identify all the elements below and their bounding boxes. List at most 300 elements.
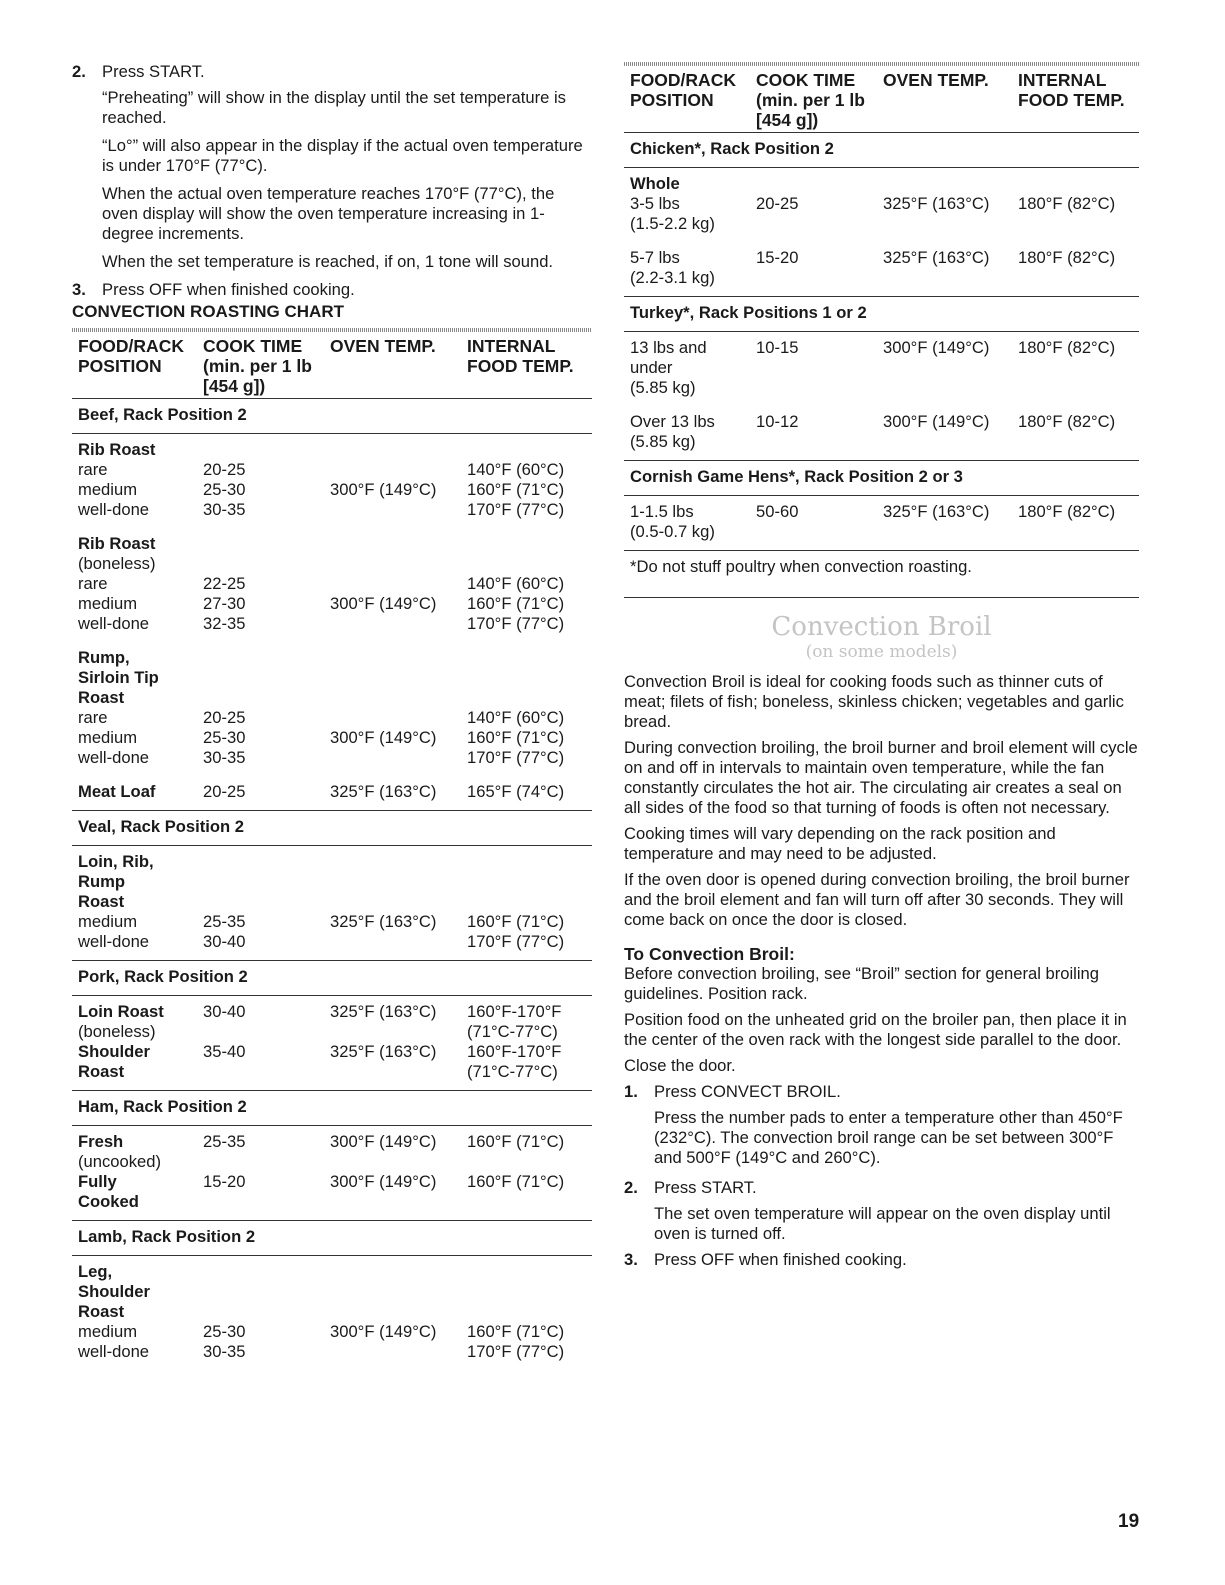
step-number: 3. [624, 1250, 638, 1269]
chart-row [78, 748, 592, 768]
step-2 [72, 62, 592, 82]
cook-time-cell: 25-30 [203, 728, 246, 747]
oven-temp-cell [330, 668, 467, 688]
step-detail: The set oven temperature will appear on the oven display until oven is turned off. [654, 1204, 1111, 1243]
food-cell: (boneless) [78, 554, 156, 573]
chart-row [78, 614, 592, 634]
chart-row [78, 1282, 592, 1302]
internal-temp-cell: 170°F (77°C) [467, 932, 565, 951]
cook-time-cell [203, 668, 330, 688]
food-cell: rare [78, 708, 108, 727]
oven-temp-cell: 325°F (163°C) [330, 1002, 437, 1021]
cook-time-cell: 20-25 [203, 708, 246, 727]
chart-row [78, 594, 592, 614]
chart-row [78, 872, 592, 892]
food-cell: (5.85 kg) [630, 432, 696, 451]
food-cell: under [630, 358, 673, 377]
cook-time-cell [203, 648, 330, 668]
food-cell: (1.5-2.2 kg) [630, 214, 715, 233]
cook-time-cell: 35-40 [203, 1042, 246, 1061]
chart-row [78, 892, 592, 912]
cook-time-cell [756, 214, 883, 234]
cook-time-cell [203, 892, 330, 912]
oven-temp-cell: 325°F (163°C) [330, 912, 437, 931]
food-cell: Roast [78, 892, 125, 911]
food-cell: (0.5-0.7 kg) [630, 522, 715, 541]
paragraph: Close the door. [624, 1056, 736, 1075]
chart-section-title: Turkey*, Rack Positions 1 or 2 [630, 303, 867, 322]
chart-row [630, 338, 1139, 358]
chart-row [630, 248, 1139, 268]
step-detail: “Lo°” will also appear in the display if the actual oven temperature is under 170°F (77°C). [102, 136, 583, 175]
step-detail: Press the number pads to enter a temperature other than 450°F (232°C). The convection broil range can be set between 300°F and 500°F (149°C and 260°C). [654, 1108, 1123, 1167]
internal-temp-cell: 160°F (71°C) [467, 728, 565, 747]
oven-temp-cell [883, 268, 1018, 288]
internal-temp-cell: 180°F (82°C) [1018, 248, 1116, 267]
chart-row [78, 1262, 592, 1282]
oven-temp-cell [330, 1282, 467, 1302]
cook-time-cell [756, 358, 883, 378]
oven-temp-cell: 300°F (149°C) [330, 594, 437, 613]
cook-time-cell: 15-20 [756, 248, 799, 267]
food-cell: well-done [78, 932, 150, 951]
internal-temp-cell [467, 1152, 587, 1172]
header-internal-temp: INTERNAL FOOD TEMP. [467, 336, 574, 376]
internal-temp-cell [1018, 522, 1138, 542]
internal-temp-cell: 180°F (82°C) [1018, 338, 1116, 357]
oven-temp-cell [330, 852, 467, 872]
footnote: *Do not stuff poultry when convection roasting. [630, 557, 972, 576]
roasting-chart-left [72, 398, 592, 1370]
oven-temp-cell: 300°F (149°C) [330, 480, 437, 499]
cook-time-cell: 30-40 [203, 932, 246, 951]
chart-row [78, 534, 592, 554]
cook-time-cell [203, 1262, 330, 1282]
paragraph: Cooking times will vary depending on the rack position and temperature and may need to be adjusted. [624, 824, 1056, 863]
chart-section-title: Chicken*, Rack Position 2 [630, 139, 834, 158]
chart-row [78, 782, 592, 802]
food-cell: Fresh [78, 1132, 124, 1151]
food-cell: (boneless) [78, 1022, 156, 1041]
paragraph: If the oven door is opened during convection broiling, the broil burner and the broil element and fan will turn off after 30 seconds. They will come back on once the door is closed. [624, 870, 1130, 929]
internal-temp-cell: 180°F (82°C) [1018, 502, 1116, 521]
cook-time-cell: 32-35 [203, 614, 246, 633]
internal-temp-cell [1018, 174, 1138, 194]
cook-time-cell: 20-25 [756, 194, 799, 213]
cook-time-cell: 30-40 [203, 1002, 246, 1021]
cook-time-cell: 27-30 [203, 594, 246, 613]
cook-time-cell [203, 872, 330, 892]
internal-temp-cell: 180°F (82°C) [1018, 194, 1116, 213]
oven-temp-cell [330, 1152, 467, 1172]
food-cell: (2.2-3.1 kg) [630, 268, 715, 287]
food-cell: Rib Roast [78, 534, 156, 553]
food-cell: Whole [630, 174, 680, 193]
food-cell: Loin Roast [78, 1002, 164, 1021]
cook-time-cell: 20-25 [203, 460, 246, 479]
chart-row [630, 502, 1139, 522]
oven-temp-cell [330, 1022, 467, 1042]
internal-temp-cell: 160°F-170°F [467, 1042, 562, 1061]
food-cell: medium [78, 728, 138, 747]
internal-temp-cell [467, 892, 587, 912]
oven-temp-cell: 300°F (149°C) [330, 728, 437, 747]
food-cell: Roast [78, 688, 125, 707]
oven-temp-cell [883, 358, 1018, 378]
internal-temp-cell: (71°C-77°C) [467, 1062, 558, 1081]
internal-temp-cell [467, 872, 587, 892]
food-cell: Shoulder [78, 1042, 150, 1061]
food-cell: Sirloin Tip [78, 668, 159, 687]
internal-temp-cell: 160°F (71°C) [467, 912, 565, 931]
internal-temp-cell: (71°C-77°C) [467, 1022, 558, 1041]
cook-time-cell: 20-25 [203, 782, 246, 801]
cook-time-cell [756, 522, 883, 542]
oven-temp-cell [330, 932, 467, 952]
food-cell: Meat Loaf [78, 782, 156, 801]
cook-time-cell: 10-15 [756, 338, 799, 357]
section-divider [624, 597, 1139, 598]
chart-group [624, 406, 1139, 460]
internal-temp-cell [467, 1302, 587, 1322]
header-food-rack: FOOD/RACK POSITION [78, 336, 184, 376]
oven-temp-cell [330, 648, 467, 668]
cook-time-cell [203, 1152, 330, 1172]
chart-row [78, 668, 592, 688]
food-cell: rare [78, 460, 108, 479]
chart-row [78, 554, 592, 574]
chart-section-title: Cornish Game Hens*, Rack Position 2 or 3 [630, 467, 963, 486]
cook-time-cell: 50-60 [756, 502, 799, 521]
chart-row [78, 708, 592, 728]
cook-time-cell: 25-30 [203, 1322, 246, 1341]
food-cell: 1-1.5 lbs [630, 502, 694, 521]
oven-temp-cell: 300°F (149°C) [330, 1322, 437, 1341]
food-cell: Cooked [78, 1192, 139, 1211]
oven-temp-cell [330, 1302, 467, 1322]
internal-temp-cell: 170°F (77°C) [467, 614, 565, 633]
chart-row [78, 852, 592, 872]
chart-group [72, 1126, 592, 1220]
chart-row [630, 432, 1139, 452]
cook-time-cell [203, 1062, 330, 1082]
food-cell: (uncooked) [78, 1152, 162, 1171]
broil-step-1 [624, 1082, 1139, 1102]
chart-group [72, 846, 592, 960]
chart-section-title: Lamb, Rack Position 2 [78, 1227, 256, 1246]
internal-temp-cell: 170°F (77°C) [467, 500, 565, 519]
oven-temp-cell [883, 378, 1018, 398]
food-cell: Leg, [78, 1262, 113, 1281]
paragraph: During convection broiling, the broil burner and broil element will cycle on and off in intervals to maintain oven temperature, while the fan constantly circulates the hot air. The circulating air creates a seal on all sides of the food so that turning of foods is often not necessary. [624, 738, 1138, 817]
chart-group [624, 496, 1139, 550]
internal-temp-cell [467, 852, 587, 872]
cook-time-cell: 30-35 [203, 748, 246, 767]
right-column [624, 62, 1139, 1270]
food-cell: Loin, Rib, [78, 852, 154, 871]
step-text: Press START. [654, 1178, 757, 1197]
step-3 [72, 280, 592, 300]
cook-time-cell: 25-35 [203, 912, 246, 931]
chart-row [78, 1342, 592, 1362]
oven-temp-cell: 300°F (149°C) [330, 1132, 437, 1151]
step-detail: “Preheating” will show in the display until the set temperature is reached. [102, 88, 566, 127]
chart-group [624, 242, 1139, 296]
internal-temp-cell: 160°F (71°C) [467, 480, 565, 499]
oven-temp-cell [330, 534, 467, 554]
food-cell: Rib Roast [78, 440, 156, 459]
internal-temp-cell [467, 534, 587, 554]
chart-row [78, 440, 592, 460]
chart-row [78, 688, 592, 708]
chart-group [72, 528, 592, 642]
internal-temp-cell [1018, 432, 1138, 452]
chart-group [624, 332, 1139, 406]
food-cell: medium [78, 480, 138, 499]
internal-temp-cell [467, 648, 587, 668]
internal-temp-cell [467, 1282, 587, 1302]
internal-temp-cell: 140°F (60°C) [467, 708, 565, 727]
food-cell: Roast [78, 1302, 125, 1321]
header-food-rack: FOOD/RACK POSITION [630, 70, 736, 110]
oven-temp-cell [330, 872, 467, 892]
step-text: Press OFF when finished cooking. [102, 280, 355, 299]
step-detail: When the set temperature is reached, if on, 1 tone will sound. [102, 252, 554, 271]
internal-temp-cell: 170°F (77°C) [467, 748, 565, 767]
chart-section-title: Veal, Rack Position 2 [78, 817, 245, 836]
internal-temp-cell [1018, 214, 1138, 234]
oven-temp-cell: 325°F (163°C) [330, 782, 437, 801]
chart-row [78, 1042, 592, 1062]
step-text: Press OFF when finished cooking. [654, 1250, 907, 1269]
chart-row [78, 1062, 592, 1082]
step-number: 1. [624, 1082, 638, 1101]
cook-time-cell [756, 432, 883, 452]
header-cook-time: COOK TIME (min. per 1 lb [454 g]) [756, 70, 865, 130]
oven-temp-cell [883, 432, 1018, 452]
oven-temp-cell: 325°F (163°C) [883, 194, 990, 213]
chart-section-title: Beef, Rack Position 2 [78, 405, 247, 424]
paragraph: Convection Broil is ideal for cooking foods such as thinner cuts of meat; filets of fish; boneless, skinless chicken; vegetables and garlic bread. [624, 672, 1124, 731]
chart-row [630, 378, 1139, 398]
cook-time-cell [203, 1022, 330, 1042]
internal-temp-cell: 140°F (60°C) [467, 574, 565, 593]
oven-temp-cell [330, 708, 467, 728]
cook-time-cell: 30-35 [203, 500, 246, 519]
cook-time-cell: 30-35 [203, 1342, 246, 1361]
paragraph: Before convection broiling, see “Broil” section for general broiling guidelines. Position rack. [624, 964, 1100, 1003]
header-oven-temp: OVEN TEMP. [883, 70, 989, 90]
internal-temp-cell: 160°F (71°C) [467, 594, 565, 613]
internal-temp-cell: 170°F (77°C) [467, 1342, 565, 1361]
chart-row [630, 214, 1139, 234]
header-internal-temp: INTERNAL FOOD TEMP. [1018, 70, 1125, 110]
oven-temp-cell: 300°F (149°C) [883, 338, 990, 357]
chart-row [630, 522, 1139, 542]
cook-time-cell [203, 1302, 330, 1322]
cook-time-cell [203, 688, 330, 708]
food-cell: medium [78, 594, 138, 613]
chart-row [630, 412, 1139, 432]
cook-time-cell: 22-25 [203, 574, 246, 593]
oven-temp-cell [330, 614, 467, 634]
section-title: Convection Broil [771, 612, 992, 642]
chart-row [78, 480, 592, 500]
chart-group [624, 168, 1139, 242]
internal-temp-cell: 160°F-170°F [467, 1002, 562, 1021]
oven-temp-cell [330, 554, 467, 574]
internal-temp-cell [467, 688, 587, 708]
cook-time-cell: 25-30 [203, 480, 246, 499]
chart-row [78, 1002, 592, 1022]
broil-step-3 [624, 1250, 1139, 1270]
oven-temp-cell [330, 440, 467, 460]
cook-time-cell [756, 268, 883, 288]
chart-group [72, 434, 592, 528]
cook-time-cell: 10-12 [756, 412, 799, 431]
internal-temp-cell [467, 1262, 587, 1282]
food-cell: well-done [78, 500, 150, 519]
chart-row [78, 728, 592, 748]
header-oven-temp: OVEN TEMP. [330, 336, 436, 356]
chart-row [78, 460, 592, 480]
cook-time-cell [203, 852, 330, 872]
chart-row [78, 932, 592, 952]
chart-row [630, 358, 1139, 378]
food-cell: well-done [78, 614, 150, 633]
food-cell: Roast [78, 1062, 125, 1081]
chart-row [78, 1132, 592, 1152]
subheading: To Convection Broil: [624, 944, 795, 964]
internal-temp-cell: 140°F (60°C) [467, 460, 565, 479]
chart-row [78, 912, 592, 932]
oven-temp-cell: 300°F (149°C) [883, 412, 990, 431]
section-subtitle: (on some models) [805, 642, 958, 662]
food-cell: medium [78, 912, 138, 931]
chart-title: CONVECTION ROASTING CHART [72, 302, 344, 321]
step-detail: When the actual oven temperature reaches 170°F (77°C), the oven display will show the oven temperature increasing in 1-degree increments. [102, 184, 555, 243]
cook-time-cell [203, 1192, 330, 1212]
page-number: 19 [1118, 1511, 1140, 1532]
oven-temp-cell: 325°F (163°C) [330, 1042, 437, 1061]
roasting-chart-right [624, 132, 1139, 550]
internal-temp-cell: 165°F (74°C) [467, 782, 565, 801]
food-cell: well-done [78, 1342, 150, 1361]
chart-group [72, 1256, 592, 1370]
chart-row [78, 1022, 592, 1042]
chart-row [78, 1302, 592, 1322]
oven-temp-cell [330, 1342, 467, 1362]
chart-row [78, 1152, 592, 1172]
internal-temp-cell: 160°F (71°C) [467, 1322, 565, 1341]
internal-temp-cell: 160°F (71°C) [467, 1172, 565, 1191]
food-cell: Fully [78, 1172, 117, 1191]
step-number: 2. [72, 62, 86, 81]
chart-group [72, 996, 592, 1090]
chart-group [72, 776, 592, 810]
internal-temp-cell: 180°F (82°C) [1018, 412, 1116, 431]
internal-temp-cell [467, 440, 587, 460]
internal-temp-cell [1018, 358, 1138, 378]
food-cell: medium [78, 1322, 138, 1341]
oven-temp-cell: 300°F (149°C) [330, 1172, 437, 1191]
chart-row [78, 500, 592, 520]
cook-time-cell [203, 534, 330, 554]
oven-temp-cell [883, 214, 1018, 234]
food-cell: rare [78, 574, 108, 593]
oven-temp-cell [330, 574, 467, 594]
step-number: 3. [72, 280, 86, 299]
food-cell: 13 lbs and [630, 338, 707, 357]
oven-temp-cell [330, 460, 467, 480]
paragraph: Position food on the unheated grid on the broiler pan, then place it in the center of the oven rack with the longest side parallel to the door. [624, 1010, 1127, 1049]
chart-row [78, 1192, 592, 1212]
header-cook-time: COOK TIME (min. per 1 lb [454 g]) [203, 336, 312, 396]
oven-temp-cell: 325°F (163°C) [883, 502, 990, 521]
step-text: Press START. [102, 62, 205, 81]
oven-temp-cell [330, 892, 467, 912]
internal-temp-cell [467, 1192, 587, 1212]
oven-temp-cell [330, 1062, 467, 1082]
chart-header [72, 332, 592, 398]
oven-temp-cell [883, 522, 1018, 542]
broil-step-2 [624, 1178, 1139, 1198]
chart-row [78, 574, 592, 594]
oven-temp-cell [330, 748, 467, 768]
chart-header [624, 66, 1139, 132]
cook-time-cell: 25-35 [203, 1132, 246, 1151]
internal-temp-cell [1018, 378, 1138, 398]
chart-section-title: Ham, Rack Position 2 [78, 1097, 247, 1116]
food-cell: 5-7 lbs [630, 248, 680, 267]
oven-temp-cell [330, 1192, 467, 1212]
left-column [72, 62, 592, 1370]
oven-temp-cell [883, 174, 1018, 194]
oven-temp-cell: 325°F (163°C) [883, 248, 990, 267]
cook-time-cell [756, 174, 883, 194]
chart-row [78, 648, 592, 668]
cook-time-cell: 15-20 [203, 1172, 246, 1191]
food-cell: Over 13 lbs [630, 412, 715, 431]
internal-temp-cell [467, 668, 587, 688]
cook-time-cell [756, 378, 883, 398]
food-cell: (5.85 kg) [630, 378, 696, 397]
chart-row [630, 174, 1139, 194]
cook-time-cell [203, 440, 330, 460]
step-text: Press CONVECT BROIL. [654, 1082, 841, 1101]
cook-time-cell [203, 554, 330, 574]
internal-temp-cell [1018, 268, 1138, 288]
chart-row [630, 194, 1139, 214]
oven-temp-cell [330, 688, 467, 708]
oven-temp-cell [330, 500, 467, 520]
chart-row [78, 1172, 592, 1192]
chart-group [72, 642, 592, 776]
food-cell: Shoulder [78, 1282, 150, 1301]
food-cell: Rump, [78, 648, 130, 667]
food-cell: Rump [78, 872, 126, 891]
chart-row [630, 268, 1139, 288]
chart-section-title: Pork, Rack Position 2 [78, 967, 248, 986]
internal-temp-cell [467, 554, 587, 574]
cook-time-cell [203, 1282, 330, 1302]
chart-row [78, 1322, 592, 1342]
internal-temp-cell: 160°F (71°C) [467, 1132, 565, 1151]
oven-temp-cell [330, 1262, 467, 1282]
food-cell: 3-5 lbs [630, 194, 680, 213]
food-cell: well-done [78, 748, 150, 767]
step-number: 2. [624, 1178, 638, 1197]
